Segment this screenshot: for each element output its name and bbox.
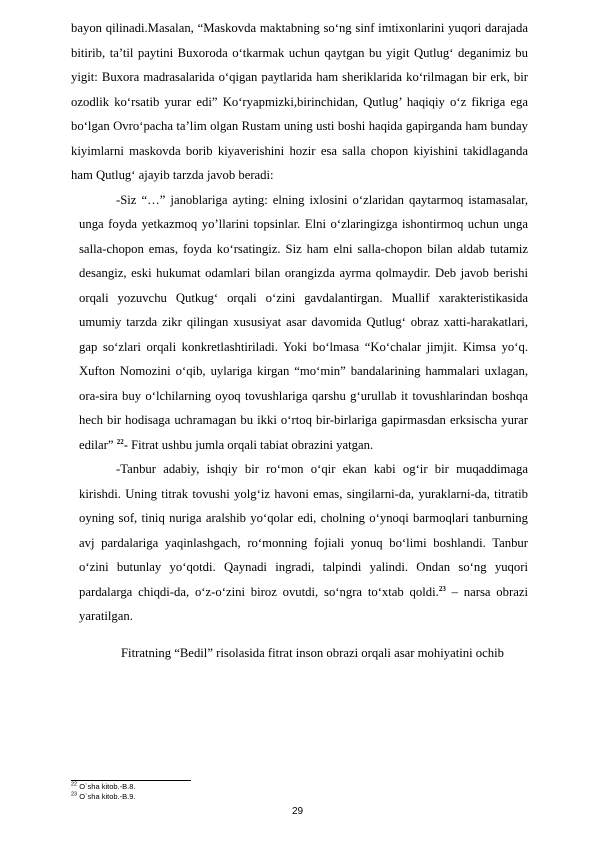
page-number: 29	[291, 806, 304, 817]
tanbur-text: -Tanbur adabiy, ishqiy bir ro‘mon o‘qir ekan kabi og‘ir bir muqaddimaga kirishdi. Uning titrak tovushi yolg‘iz havoni emas, singilarni-da, yuraklarni-da, titratib oyning sof, tiniq nuriga aralshib yo‘qolar edi, cholning o‘ynoqi barmoqlari tanburning avj pardalariga yaqinlashgach, ro‘monning fojiali yonuq bo‘limi boshlandi. Tanbur o‘zini butunlay yo‘qotdi. Qaynadi ingradi, talpindi yalindi. Ondan so‘ng yuqori pardalarga chiqdi-da, o‘z-o‘zini biroz ovutdi, so‘ngra to‘xtab qoldi.	[79, 462, 528, 599]
tanbur-tail: – narsa obrazi yaratilgan.	[79, 584, 528, 623]
paragraph-bedil: Fitratning “Bedil” risolasida fitrat inson obrazi orqali asar mohiyatini ochib	[121, 645, 504, 660]
footnote-text: O`sha kitob.-B.9.	[77, 792, 136, 801]
footnote-number: 22	[71, 781, 78, 788]
footnote-ref-22: 22	[116, 437, 124, 446]
body-text	[71, 16, 528, 665]
footnote-text: O`sha kitob.-B.8.	[77, 782, 136, 791]
footnotes	[71, 782, 135, 802]
quote-tail: - Fitrat ushbu jumla orqali tabiat obrazini yatgan.	[123, 437, 374, 452]
footnote-number: 23	[71, 791, 78, 798]
quote-text: -Siz “…” janoblariga ayting: elning ixlosini o‘zlaridan qaytarmoq istamasalar, unga foyda yetkazmoq yo’llarini topsinlar. Elni o‘zlaringizga ishontirmoq uchun unga salla-chopon emas, foyda ko‘rsatingiz. Siz ham elni salla-chopon bilan aldab tutamiz desangiz, eski hukumat odamlari bilan orangizda ayrma qolmaydir. Deb javob berishi orqali yozuvchu Qutkug‘ orqali o‘zini gavdalantirgan. Muallif xarakteristikasida umumiy tarzda zikr qilingan xususiyat asar davomida Qutlug‘ obraz xatti-harakatlari, gap so‘zlari orqali konkretlashtiriladi. Yoki bo‘lmasa “Ko‘chalar jimjit. Kimsa yo‘q. Xufton Nomozini o‘qib, uylariga kirgan “mo‘min” bandalarining hammalari uxlagan, ora-sira buy o‘lchilarning oyoq tovushlariga qarshu g‘urullab it tovushlarindan boshqa hech bir hodisaga uchramagan bu ikki o‘rtoq bir-birlariga gapirmasdan erksischa yurar edilar”	[79, 192, 528, 452]
footnote-23	[71, 792, 135, 802]
paragraph-intro: bayon qilinadi.Masalan, “Maskovda maktabning so‘ng sinf imtixonlarini yuqori darajada bitirib, ta’til paytini Buxoroda o‘tkarmak uchun qaytgan bu yigit Qutlug‘ deganimiz bu yigit: Buxora madrasalarida o‘qigan paytlarida ham sheriklarida ko‘rilmagan bir erk, bir ozodlik ko‘rsatib yurar edi” Ko‘ryapmizki,birinchidan, Qutlug’ haqiqiy o‘z fikriga ega bo‘lgan Ovro‘pacha ta’lim olgan Rustam uning usti boshi haqida gapirganda ham bunday kiyimlarni maskovda borib kiyaverishini hozir esa salla chopon kiyishini takidlaganda ham Qutlug‘ ajayib tarzda javob beradi:	[71, 21, 528, 182]
paragraph-qutlug-quote	[71, 188, 528, 458]
footnote-22	[71, 782, 135, 792]
footnote-divider	[71, 780, 191, 781]
paragraph-tanbur	[71, 457, 528, 629]
footnote-ref-23: 23	[438, 584, 446, 593]
